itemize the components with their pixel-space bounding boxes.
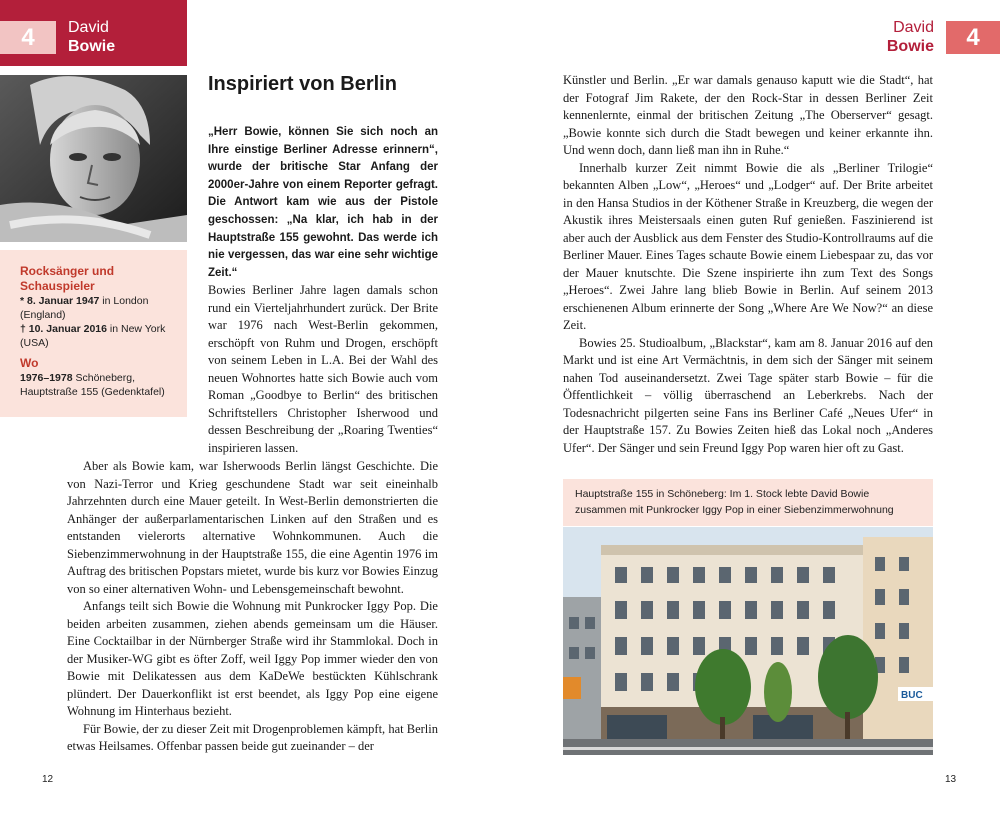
info-role: Rocksänger und Schauspieler <box>20 264 115 293</box>
chapter-header-left <box>0 0 187 66</box>
paragraph-4: Für Bowie, der zu dieser Zeit mit Drogenproblemen kämpft, hat Berlin etwas Heilsames. Offenbar passen beide gut zueinander – der <box>67 721 438 753</box>
building-illustration <box>563 527 933 755</box>
chapter-number-right: 4 <box>946 21 1000 54</box>
portrait-photo <box>0 75 187 242</box>
page-number-right: 13 <box>945 774 957 785</box>
info-where-heading: Wo <box>20 356 39 370</box>
info-box <box>0 250 187 417</box>
page-number-left: 12 <box>42 774 54 785</box>
photo-caption: Hauptstraße 155 in Schöneberg: Im 1. Stock lebte David Bowie zusammen mit Punkrocker Iggy Pop in einer Siebenzimmerwohnung <box>563 479 933 526</box>
article-title: Inspiriert von Berlin <box>208 73 397 95</box>
chapter-name-left <box>68 18 115 56</box>
chapter-number-left: 4 <box>0 21 56 54</box>
paragraph-2: Aber als Bowie kam, war Isherwoods Berlin längst Geschichte. Die von Nazi-Terror und Krieg geschundene Stadt war seit eineinhalb Jahrzehnten durch eine Mauer geteilt. In West-Berlin demonstrierten die Anhänger der außerparlamentarischen Linken auf den Straßen und es entstanden vielerorts alternative Wohnkommunen. Auch die Siebenzimmerwohnung in der Hauptstraße 155, die eine Agentin 1976 im Auftrag des britischen Popstars mietet, wurde bis kurz vor Bowies Einzug von so einer alternativen Wohn- und Lebensgemeinschaft bewohnt. <box>67 459 438 596</box>
name-last-left: Bowie <box>68 38 116 55</box>
article-column-left <box>67 458 438 756</box>
name-last-right: Bowie <box>886 38 934 55</box>
article-column-right <box>563 72 933 457</box>
name-first-left: David <box>68 19 109 36</box>
shop-sign: BUC <box>901 690 923 701</box>
chapter-name-right <box>887 18 934 56</box>
paragraph-1: Bowies Berliner Jahre lagen damals schon rund ein Vierteljahrhundert zurück. Der Brite war 1976 nach West-Berlin gekommen, erschöpft von Ruhm und Drogen, erschöpft von seinem Leben in L.A. Bei der Wahl des neuen Wohnortes hatte sich Bowie auch vom Roman „Goodbye to Berlin“ des britischen Schriftstellers Christopher Isherwood und dessen Beschreibung der „Roaring Twenties“ inspirieren lassen. <box>208 283 438 455</box>
portrait-illustration <box>0 75 187 242</box>
article-column-narrow <box>208 282 438 457</box>
paragraph-5: Künstler und Berlin. „Er war damals genauso kaputt wie die Stadt“, hat der Fotograf Jim Rakete, der den Rock-Star in dessen Berliner Zeit kennenlernte, einmal der britischen Zeitung „The Oberserver“ gesagt. „Bowie konnte sich durch die Stadt bewegen und keiner erkannte ihn. Und wenn doch, dann ließ man ihn in Ruhe.“ <box>563 73 933 157</box>
paragraph-6: Innerhalb kurzer Zeit nimmt Bowie die als „Berliner Trilogie“ bekannten Alben „Low“, „Heroes“ und „Lodger“ auf. Der Brite arbeitet in den Hansa Studios in der Köthener Straße in Kreuzberg, die wegen der Akustik ihres Meistersaals einen guten Ruf genießen. Faszinierend ist aber auch der Ausblick aus dem Fenster des Studio-Kontrollraums auf die Berliner Mauer. Eines Tages schaute Bowie einem Liebespaar zu, das vor der Mauer knutschte. Die Szene inspirierte ihn zum Text des Songs „Heroes“. Zwei Jahre lang blieb Bowie in Berlin. Auf seinem 2013 erschienenen Album erinnerte der Song „Where Are We Now?“ an diese Zeit. <box>563 160 933 332</box>
paragraph-7: Bowies 25. Studioalbum, „Blackstar“, kam am 8. Januar 2016 auf den Markt und ist eine Art Vermächtnis, in dem sich der Sänger mit seinem nahen Tod auseinandersetzt. Zwei Tage später starb Bowie – für die Öffentlichkeit – völlig überraschend an Leberkrebs. Nach der Todesnachricht pilgerten seine Fans ins Berliner Café „Neues Ufer“ in der Hauptstraße 157. Zu Bowies Zeiten hieß das Lokal noch „Anderes Ufer“. Der Sänger und sein Freund Iggy Pop waren hier oft zu Gast. <box>563 335 933 455</box>
info-where: 1976–1978 Schöneberg, Hauptstraße 155 (Gedenktafel) <box>20 372 165 398</box>
info-died: † 10. Januar 2016 in New York (USA) <box>20 323 166 349</box>
name-first-right: David <box>893 19 934 36</box>
building-photo <box>563 527 933 755</box>
paragraph-3: Anfangs teilt sich Bowie die Wohnung mit Punkrocker Iggy Pop. Die beiden arbeiten zusammen, ziehen abends gemeinsam um die Häuser. Eine Cocktailbar in der Nürnberger Straße wird ihr Stammlokal. Doch in der Musiker-WG gibt es öfter Zoff, weil Iggy Pop immer wieder den von Bowie mit Delikatessen aus dem KaDeWe bestückten Kühlschrank plündert. Der Dauerkonflikt ist erst beendet, als Iggy Pop eine eigene Wohnung im Hinterhaus bezieht. <box>67 599 438 718</box>
article-lead: „Herr Bowie, können Sie sich noch an Ihre einstige Berliner Adresse erinnern“, wurde der britische Star Anfang der 2000er-Jahre von einem Reporter gefragt. Die Antwort kam wie aus der Pistole geschossen: „Na klar, ich hab in der Hauptstraße 155 gewohnt. Das werde ich nie vergessen, das war eine sehr wichtige Zeit.“ <box>208 126 438 279</box>
info-born: * 8. Januar 1947 in London (England) <box>20 295 149 321</box>
